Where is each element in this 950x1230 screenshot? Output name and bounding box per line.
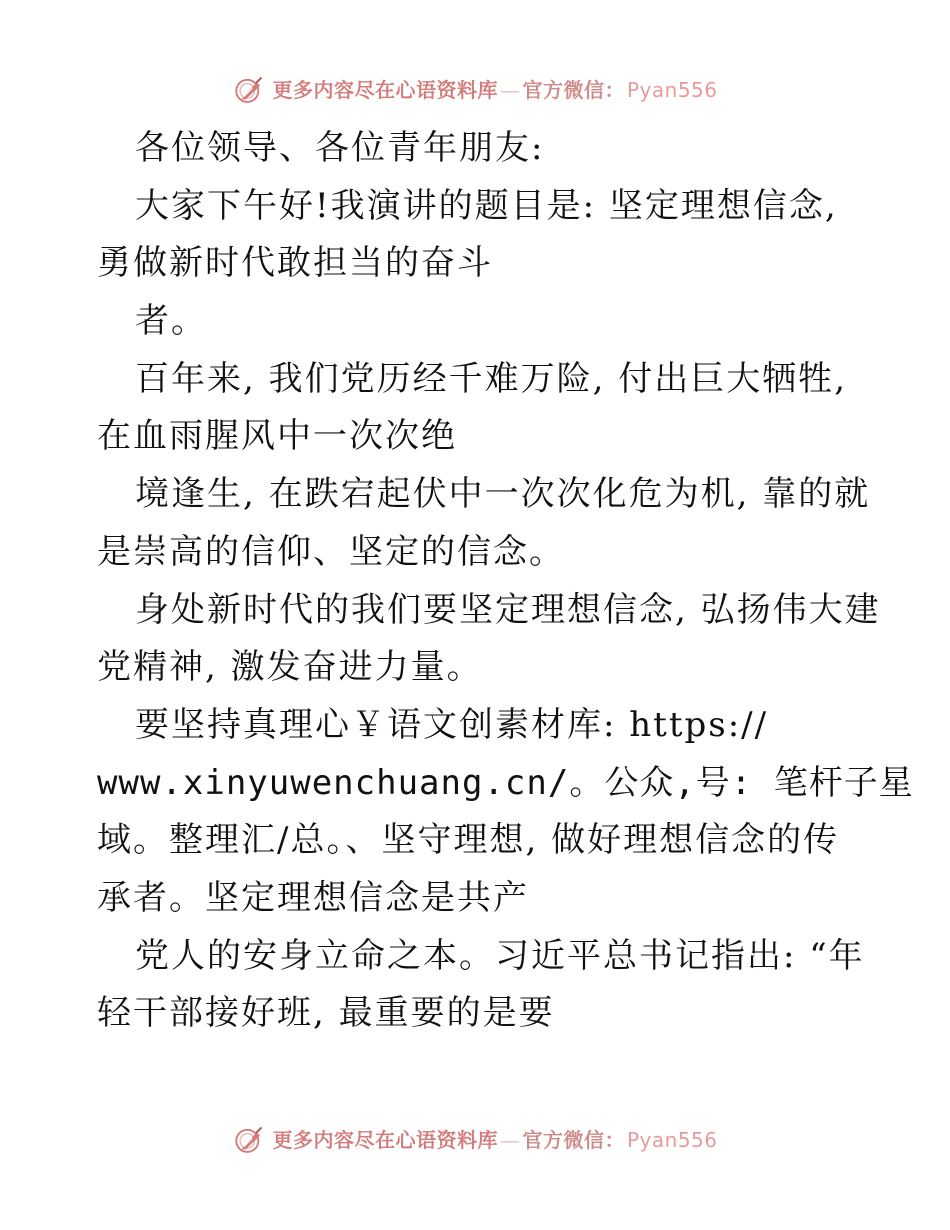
body-line: 在血雨腥风中一次次绝 <box>97 416 457 457</box>
body-line: 百年来, 我们党历经千难万险, 付出巨大牺牲, <box>135 358 848 399</box>
watermark-dash: — <box>499 78 521 102</box>
body-line: 轻干部接好班, 最重要的是要 <box>97 993 555 1034</box>
watermark-dash: — <box>499 1128 521 1152</box>
body-line: 党精神, 激发奋进力量。 <box>97 647 483 688</box>
body-line: 要坚持真理心￥语文创素材库: https:// <box>135 704 769 745</box>
watermark-wechat-id: Pyan556 <box>626 78 718 102</box>
body-line: 承者。坚定理想信念是共产 <box>97 877 529 918</box>
body-line: 者。 <box>135 301 207 342</box>
speech-body <box>97 120 914 1043</box>
body-line: 党人的安身立命之本。习近平总书记指出: “年 <box>135 935 865 976</box>
watermark-text <box>272 1130 717 1150</box>
watermark-wechat-id: Pyan556 <box>626 1128 718 1152</box>
body-line: 各位领导、各位青年朋友: <box>135 128 545 168</box>
body-line: 是崇高的信仰、坚定的信念。 <box>97 531 565 572</box>
quill-pen-logo-icon <box>232 1123 266 1157</box>
quill-pen-logo-icon <box>232 73 266 107</box>
body-line: 身处新时代的我们要坚定理想信念, 弘扬伟大建 <box>135 589 881 630</box>
body-line: 境逢生, 在跌宕起伏中一次次化危为机, 靠的就 <box>135 474 871 515</box>
watermark-text <box>272 80 717 100</box>
body-line: 大家下午好!我演讲的题目是: 坚定理想信念, <box>135 185 838 226</box>
watermark-main-text: 更多内容尽在心语资料库 <box>272 78 498 102</box>
watermark-wechat-label: 官方微信： <box>522 78 625 102</box>
watermark-wechat-label: 官方微信： <box>522 1128 625 1152</box>
footer-watermark <box>0 1120 950 1160</box>
header-watermark <box>0 70 950 110</box>
body-line: www.xinyuwenchuang.cn/。公众,号: 笔杆子星 <box>97 762 914 803</box>
body-line: 域。整理汇/总。、坚守理想, 做好理想信念的传 <box>97 820 840 861</box>
body-line: 勇做新时代敢担当的奋斗 <box>97 243 493 284</box>
watermark-main-text: 更多内容尽在心语资料库 <box>272 1128 498 1152</box>
